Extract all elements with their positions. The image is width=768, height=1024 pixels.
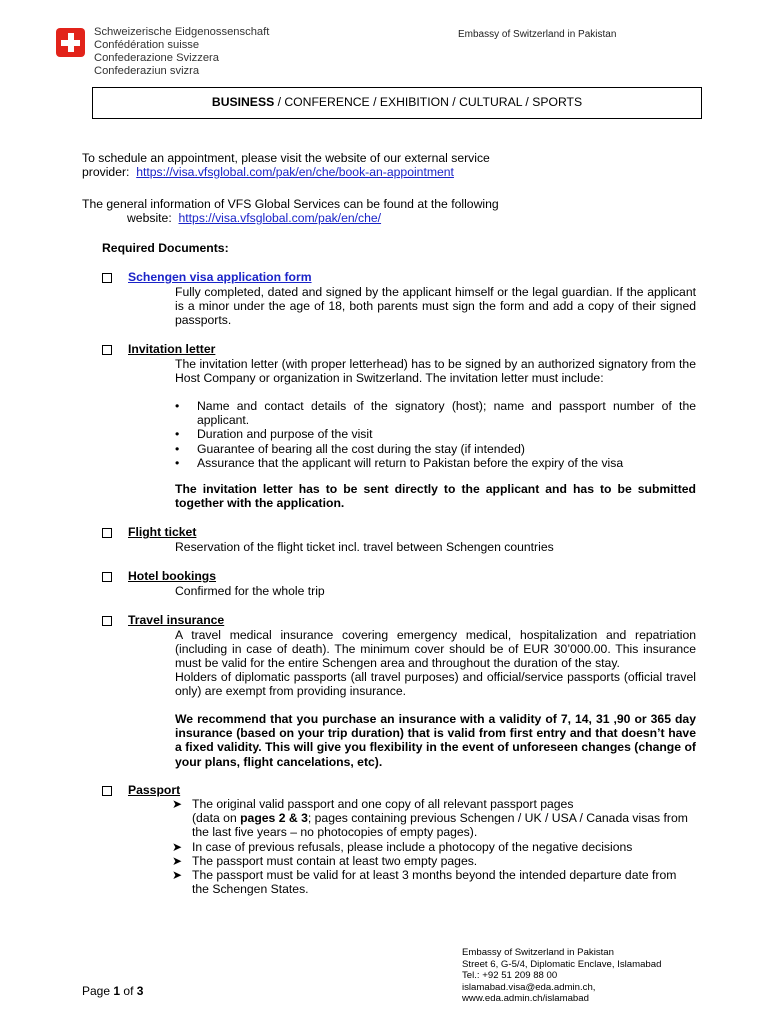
invitation-letter-text: The invitation letter (with proper letterhead) has to be signed by an authorized signatory from the Host Company or organization in Switzerland. The invitation letter must include: [175,357,696,386]
checkbox-travel-insurance[interactable] [102,616,112,626]
invitation-letter-heading: Invitation letter [128,342,216,356]
checkbox-application-form[interactable] [102,273,112,283]
federal-org-names: Schweizerische Eidgenossenschaft Confédération suisse Confederazione Svizzera Confederaziun svizra [94,26,270,77]
appointment-paragraph: To schedule an appointment, please visit the website of our external service provider: https://visa.vfsglobal.com/pak/en/che/book-an-appointment [82,151,490,180]
travel-insurance-heading: Travel insurance [128,613,225,627]
insurance-recommendation: We recommend that you purchase an insurance with a validity of 7, 14, 31 ,90 or 365 day insurance (based on your trip duration) that is valid from first entry and that doesn’t have a fixed validity. This will give you flexibility in the event of unforeseen changes (change of your plans, flight cancelations, etc). [175,712,696,769]
hotel-bookings-heading: Hotel bookings [128,569,217,583]
appointment-link[interactable]: https://visa.vfsglobal.com/pak/en/che/book-an-appointment [136,165,454,180]
diplomatic-exemption-text: Holders of diplomatic passports (all travel purposes) and official/service passports (official travel only) are exempt from providing insurance. [175,670,696,699]
page-number: Page 1 of 3 [82,984,144,998]
checkbox-flight-ticket[interactable] [102,528,112,538]
header-embassy: Embassy of Switzerland in Pakistan [458,29,617,40]
vfs-info-paragraph: The general information of VFS Global Services can be found at the following website: https://visa.vfsglobal.com/pak/en/che/ [82,197,499,226]
passport-heading: Passport [128,783,181,797]
flight-ticket-text: Reservation of the flight ticket incl. travel between Schengen countries [175,540,554,554]
checkbox-invitation-letter[interactable] [102,345,112,355]
embassy-address-footer: Embassy of Switzerland in Pakistan Street 6, G-5/4, Diplomatic Enclave, Islamabad Tel.: +92 51 209 88 00 islamabad.visa@eda.admin.ch, www.eda.admin.ch/islamabad [462,947,662,1005]
list-item: • Duration and purpose of the visit [175,427,696,441]
swiss-flag-logo [56,28,85,57]
passport-requirements-list [172,797,696,896]
invitation-requirements-list [175,399,696,470]
flight-ticket-heading: Flight ticket [128,525,197,539]
list-item: • Guarantee of bearing all the cost during the stay (if intended) [175,442,696,456]
list-item: ➤ In case of previous refusals, please include a photocopy of the negative decisions [172,839,633,854]
list-item: ➤ The passport must contain at least two empty pages. [172,853,478,868]
vfs-website-link[interactable]: https://visa.vfsglobal.com/pak/en/che/ [178,211,382,226]
application-form-link[interactable]: Schengen visa application form [128,270,312,284]
arrow-bullet-icon: ➤ [172,868,183,883]
list-item: • Name and contact details of the signatory (host); name and passport number of the applicant. [175,399,696,427]
arrow-bullet-icon: ➤ [172,853,183,868]
list-item: ➤ The original valid passport and one copy of all relevant passport pages (data on pages 2 & 3; pages containing previous Schengen / UK / USA / Canada visas from the last five years – no photocopies of empty pages). [172,797,688,840]
hotel-bookings-text: Confirmed for the whole trip [175,584,325,598]
list-item: • Assurance that the applicant will return to Pakistan before the expiry of the visa [175,456,696,470]
arrow-bullet-icon: ➤ [172,797,183,811]
embassy-website[interactable]: www.eda.admin.ch/islamabad [462,993,589,1005]
invitation-letter-note: The invitation letter has to be sent directly to the applicant and has to be submitted together with the application. [175,482,696,511]
list-item: ➤ The passport must be valid for at least 3 months beyond the intended departure date from the Schengen States. [172,868,677,897]
required-documents-heading: Required Documents: [102,241,229,255]
checkbox-hotel-bookings[interactable] [102,572,112,582]
application-form-text: Fully completed, dated and signed by the applicant himself or the legal guardian. If the applicant is a minor under the age of 18, both parents must sign the form and add a copy of their signed passports. [175,285,696,328]
embassy-email[interactable]: islamabad.visa@eda.admin.ch, [462,981,596,993]
checkbox-passport[interactable] [102,786,112,796]
arrow-bullet-icon: ➤ [172,839,183,854]
travel-insurance-text: A travel medical insurance covering emergency medical, hospitalization and repatriation (including in case of death). The minimum cover should be of EUR 30’000.00. This insurance must be valid for the entire Schengen area and throughout the duration of the stay. [175,628,696,671]
document-title: BUSINESS / CONFERENCE / EXHIBITION / CULTURAL / SPORTS [92,87,702,119]
